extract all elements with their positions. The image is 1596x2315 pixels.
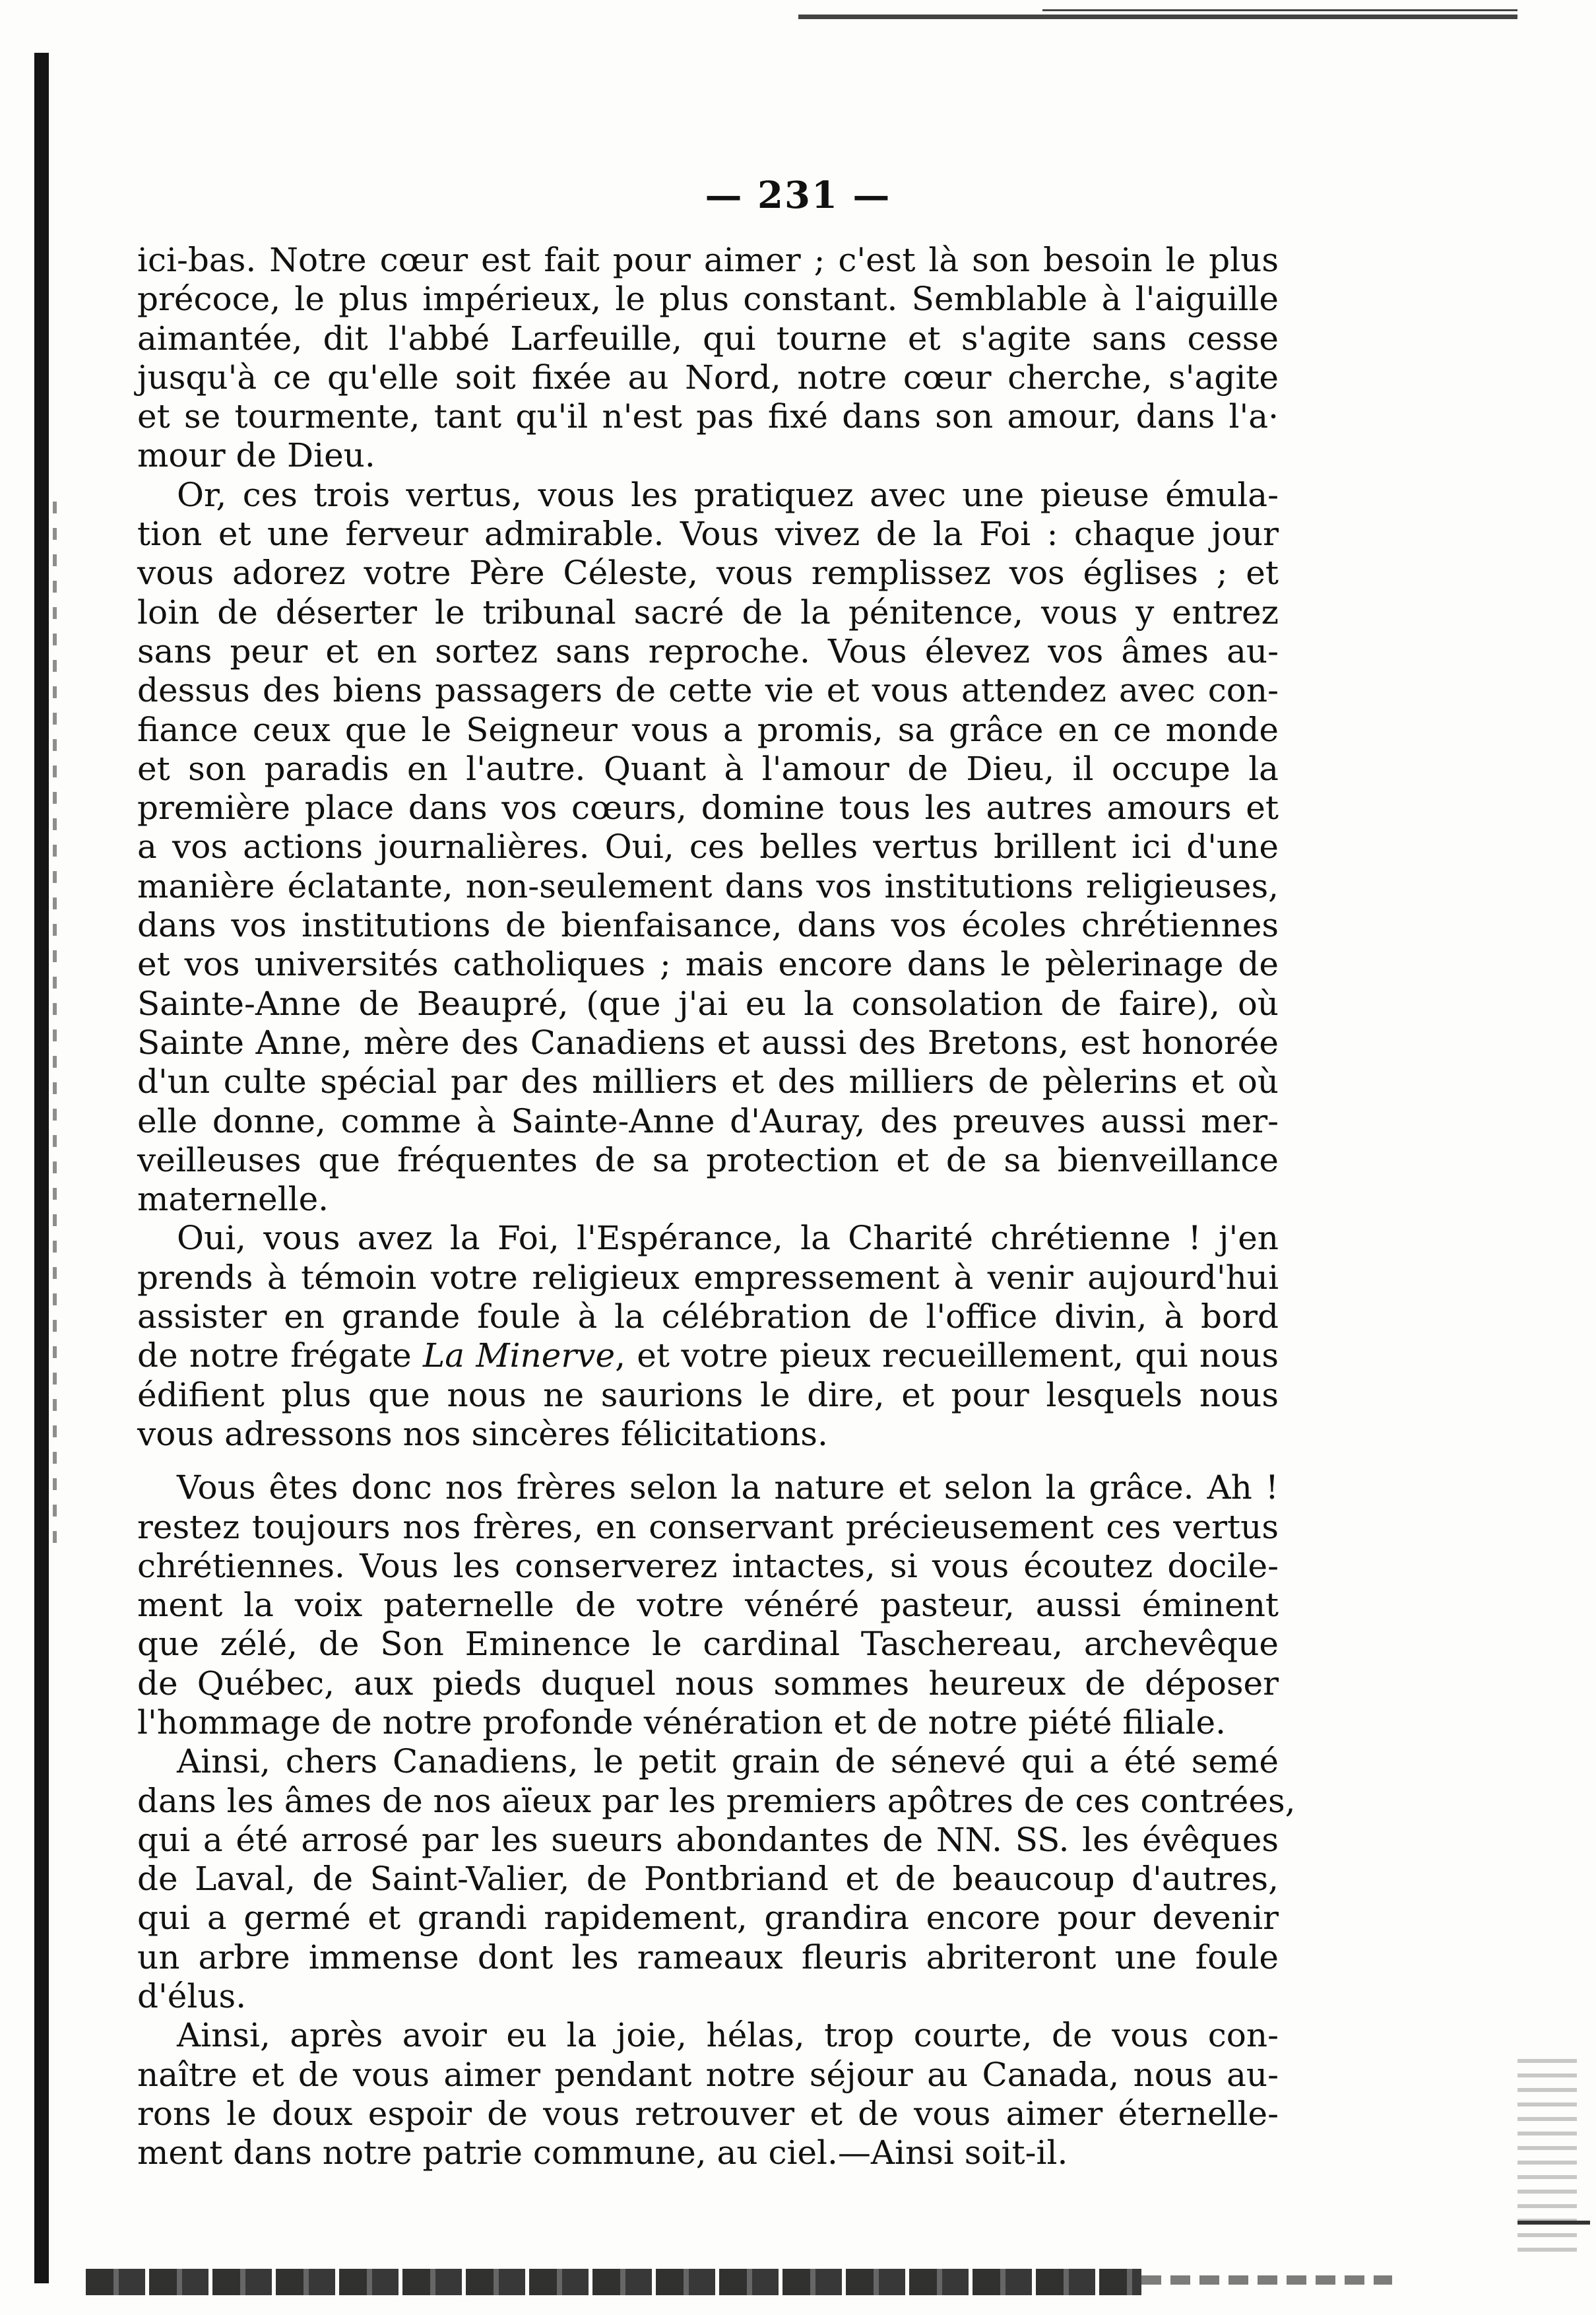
text-line: de Laval, de Saint-Valier, de Pontbriand et de beaucoup d'autres, [137,1860,1279,1899]
scan-artifact-right-dash [1517,2221,1590,2225]
text-line: première place dans vos cœurs, domine tous les autres amours et [137,789,1279,828]
text-line: vous adressons nos sincères félicitations. [137,1414,828,1453]
text-fragment: , et votre pieux recueillement, qui nous [615,1336,1279,1375]
text-line: Oui, vous avez la Foi, l'Espérance, la Charité chrétienne ! j'en [177,1219,1279,1258]
text-line: a vos actions journalières. Oui, ces belles vertus brillent ici d'une [137,828,1279,866]
page-number: — 231 — [705,174,891,217]
paragraph-3 [137,1219,1279,1454]
scan-artifact-left-binding-shadow [34,53,49,2283]
text-line: restez toujours nos frères, en conservant précieusement ces vertus [137,1507,1279,1546]
text-line: dessus des biens passagers de cette vie et vous attendez avec con- [137,671,1279,710]
text-line: Ainsi, après avoir eu la joie, hélas, trop courte, de vous con- [177,2016,1279,2055]
paragraph-4 [137,1468,1279,1742]
text-line: rons le doux espoir de vous retrouver et de vous aimer éternelle- [137,2094,1279,2133]
text-line: précoce, le plus impérieux, le plus constant. Semblable à l'aiguille [137,280,1279,319]
text-line: l'hommage de notre profonde vénération et de notre piété filiale. [137,1703,1226,1742]
scan-artifact-top-rule [798,15,1517,22]
paragraph-gap [137,1454,1279,1468]
text-line: dans vos institutions de bienfaisance, dans vos écoles chrétiennes [137,906,1279,945]
text-line: manière éclatante, non-seulement dans vos institutions religieuses, [137,866,1279,905]
text-line: fiance ceux que le Seigneur vous a promis, sa grâce en ce monde [137,710,1279,749]
text-line: aimantée, dit l'abbé Larfeuille, qui tourne et s'agite sans cesse [137,319,1279,358]
text-line: prends à témoin votre religieux empressement à venir aujourd'hui [137,1258,1279,1297]
text-line: Vous êtes donc nos frères selon la nature et selon la grâce. Ah ! [177,1468,1279,1507]
text-line: Ainsi, chers Canadiens, le petit grain de sénevé qui a été semé [177,1742,1279,1781]
text-line: sans peur et en sortez sans reproche. Vous élevez vos âmes au- [137,632,1279,670]
text-line: naître et de vous aimer pendant notre séjour au Canada, nous au- [137,2055,1279,2094]
text-line: un arbre immense dont les rameaux fleuris abriteront une foule [137,1938,1279,1976]
text-line: et se tourmente, tant qu'il n'est pas fixé dans son amour, dans l'a· [137,397,1279,436]
text-line: Sainte Anne, mère des Canadiens et aussi des Bretons, est honorée [137,1023,1279,1062]
scan-artifact-top-thin-rule [1042,9,1517,11]
text-line: d'élus. [137,1977,247,2016]
text-line: de Québec, aux pieds duquel nous sommes heureux de déposer [137,1664,1279,1703]
text-line: loin de déserter le tribunal sacré de la pénitence, vous y entrez [137,593,1279,632]
text-line: Sainte-Anne de Beaupré, (que j'ai eu la consolation de faire), où [137,984,1279,1023]
scan-artifact-bottom-edge-faint [1141,2275,1392,2285]
text-line: d'un culte spécial par des milliers et des milliers de pèlerins et où [137,1062,1279,1101]
text-line: dans les âmes de nos aïeux par les premiers apôtres de ces contrées, [137,1781,1296,1820]
text-line: édifient plus que nous ne saurions le dire, et pour lesquels nous [137,1375,1279,1414]
scan-artifact-bottom-edge [86,2269,1141,2295]
text-line: assister en grande foule à la célébration de l'office divin, à bord [137,1297,1279,1336]
text-line: ici-bas. Notre cœur est fait pour aimer ; c'est là son besoin le plus [137,241,1279,279]
text-line: qui a été arrosé par les sueurs abondantes de NN. SS. les évêques [137,1820,1279,1859]
paragraph-1 [137,241,1279,476]
text-line: maternelle. [137,1180,329,1219]
text-line: mour de Dieu. [137,436,375,475]
paragraph-2 [137,476,1279,1220]
scan-artifact-right-specks [1517,2059,1577,2257]
text-fragment: de notre frégate [137,1336,423,1375]
text-line: elle donne, comme à Sainte-Anne d'Auray, des preuves aussi mer- [137,1101,1279,1140]
text-line: tion et une ferveur admirable. Vous vivez de la Foi : chaque jour [137,515,1279,554]
text-line: que zélé, de Son Eminence le cardinal Taschereau, archevêque [137,1625,1279,1664]
text-line: qui a germé et grandi rapidement, grandira encore pour devenir [137,1899,1279,1938]
scan-artifact-left-specks [53,502,57,1557]
text-line: et son paradis en l'autre. Quant à l'amour de Dieu, il occupe la [137,749,1279,788]
text-line: vous adorez votre Père Céleste, vous remplissez vos églises ; et [137,554,1279,593]
text-line: Or, ces trois vertus, vous les pratiquez avec une pieuse émula- [177,475,1279,514]
body-text [137,241,1296,2173]
text-line: chrétiennes. Vous les conserverez intactes, si vous écoutez docile- [137,1546,1279,1585]
paragraph-6 [137,2016,1279,2172]
text-line-ship [137,1336,1279,1375]
text-line: ment dans notre patrie commune, au ciel.—Ainsi soit-il. [137,2134,1068,2172]
text-line: ment la voix paternelle de votre vénéré pasteur, aussi éminent [137,1586,1279,1625]
text-line: veilleuses que fréquentes de sa protection et de sa bienveillance [137,1140,1279,1179]
ship-name: La Minerve [423,1336,616,1375]
paragraph-5 [137,1742,1296,2016]
text-line: et vos universités catholiques ; mais encore dans le pèlerinage de [137,945,1279,984]
text-line: jusqu'à ce qu'elle soit fixée au Nord, notre cœur cherche, s'agite [137,358,1279,397]
